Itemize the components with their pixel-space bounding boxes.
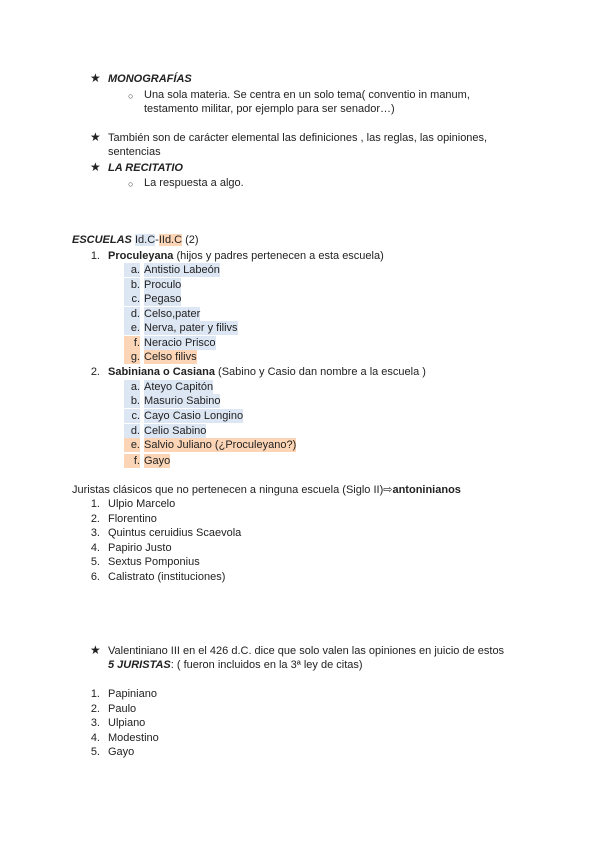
list-item: Nerva, pater y filivs: [144, 322, 238, 334]
list-number: 5.: [90, 746, 100, 758]
list-number: 2.: [90, 513, 100, 525]
circle-bullet-icon: ○: [128, 91, 134, 101]
list-item: Neracio Prisco: [144, 337, 216, 349]
clasicos-intro: Juristas clásicos que no pertenecen a ninguna escuela (Siglo II): [72, 484, 384, 496]
list-number: 1.: [90, 688, 100, 700]
escuelas-title: ESCUELAS: [72, 234, 132, 246]
valentiniano-line-1: Valentiniano III en el 426 d.C. dice que solo valen las opiniones en juicio de estos: [108, 645, 505, 657]
list-item: Celio Sabino: [144, 425, 207, 437]
recitatio-item: La respuesta a algo.: [144, 177, 244, 189]
star-bullet-icon: ★: [90, 160, 101, 174]
list-item: Cayo Casio Longino: [144, 410, 244, 422]
proculeyana-heading: [108, 249, 384, 263]
sabiniana-name: Sabiniana o Casiana: [108, 366, 215, 378]
escuelas-count: (2): [185, 234, 199, 246]
list-letter: c.: [124, 409, 140, 423]
escuelas-range-end: IId.C: [158, 234, 183, 246]
escuelas-range-dash: -: [155, 234, 159, 246]
list-number: 2.: [90, 703, 100, 715]
list-number: 4.: [90, 732, 100, 744]
star-bullet-icon: ★: [90, 71, 101, 85]
list-item: Salvio Juliano (¿Proculeyano?): [144, 439, 297, 451]
list-letter: e.: [124, 321, 140, 335]
list-item: Antistio Labeón: [144, 264, 220, 276]
list-number: 3.: [90, 527, 100, 539]
list-letter: f.: [124, 336, 140, 350]
list-number: 5.: [90, 556, 100, 568]
list-item: Paulo: [108, 703, 137, 715]
escuelas-range-start: Id.C: [134, 234, 156, 246]
monografias-line-1: Una sola materia. Se centra en un solo tema( conventio in manum,: [144, 89, 470, 101]
list-item: Celso,pater: [144, 308, 201, 320]
list-number: 4.: [90, 542, 100, 554]
monografias-title: MONOGRAFÍAS: [108, 73, 192, 85]
recitatio-title: LA RECITATIO: [108, 162, 183, 174]
sabiniana-heading: [108, 365, 426, 379]
escuelas-heading: [72, 233, 199, 247]
list-item: Gayo: [108, 746, 135, 758]
circle-bullet-icon: ○: [128, 179, 134, 189]
list-item: Ulpiano: [108, 717, 146, 729]
list-letter: f.: [124, 454, 140, 468]
list-number: 3.: [90, 717, 100, 729]
list-letter: d.: [124, 307, 140, 321]
clasicos-bold: antoninianos: [392, 484, 461, 496]
list-item: Celso filivs: [144, 351, 197, 363]
list-letter: a.: [124, 380, 140, 394]
star-bullet-icon: ★: [90, 130, 101, 144]
elemental-line-2: sentencias: [108, 146, 161, 158]
list-item: Gayo: [144, 455, 171, 467]
list-number: 2.: [90, 366, 100, 378]
valentiniano-rest: : ( fueron incluidos en la 3ª ley de citas): [170, 659, 363, 671]
list-item: Sextus Pomponius: [108, 556, 200, 568]
list-item: Papiniano: [108, 688, 157, 700]
list-item: Quintus ceruidius Scaevola: [108, 527, 242, 539]
list-letter: e.: [124, 438, 140, 452]
elemental-line-1: También son de carácter elemental las definiciones , las reglas, las opiniones,: [108, 132, 488, 144]
list-item: Ateyo Capitón: [144, 381, 214, 393]
sabiniana-note: (Sabino y Casio dan nombre a la escuela ): [218, 366, 426, 378]
list-item: Ulpio Marcelo: [108, 498, 176, 510]
list-item: Masurio Sabino: [144, 395, 221, 407]
list-item: Florentino: [108, 513, 157, 525]
proculeyana-note: (hijos y padres pertenecen a esta escuela): [176, 250, 384, 262]
list-number: 6.: [90, 571, 100, 583]
list-letter: b.: [124, 278, 140, 292]
list-letter: d.: [124, 424, 140, 438]
list-item: Modestino: [108, 732, 159, 744]
list-item: Calistrato (instituciones): [108, 571, 226, 583]
monografias-line-2: testamento militar, por ejemplo para ser senador…): [144, 103, 395, 115]
list-item: Pegaso: [144, 293, 182, 305]
list-letter: g.: [124, 350, 140, 364]
list-letter: a.: [124, 263, 140, 277]
list-item: Papirio Justo: [108, 542, 172, 554]
clasicos-intro-line: [72, 483, 461, 497]
valentiniano-bold: 5 JURISTAS: [108, 659, 171, 671]
list-number: 1.: [90, 498, 100, 510]
list-letter: c.: [124, 292, 140, 306]
list-number: 1.: [90, 250, 100, 262]
proculeyana-name: Proculeyana: [108, 250, 174, 262]
list-letter: b.: [124, 394, 140, 408]
arrow-right-icon: ⇨: [383, 484, 393, 496]
list-item: Proculo: [144, 279, 182, 291]
star-bullet-icon: ★: [90, 643, 101, 657]
valentiniano-line-2: [108, 658, 363, 672]
